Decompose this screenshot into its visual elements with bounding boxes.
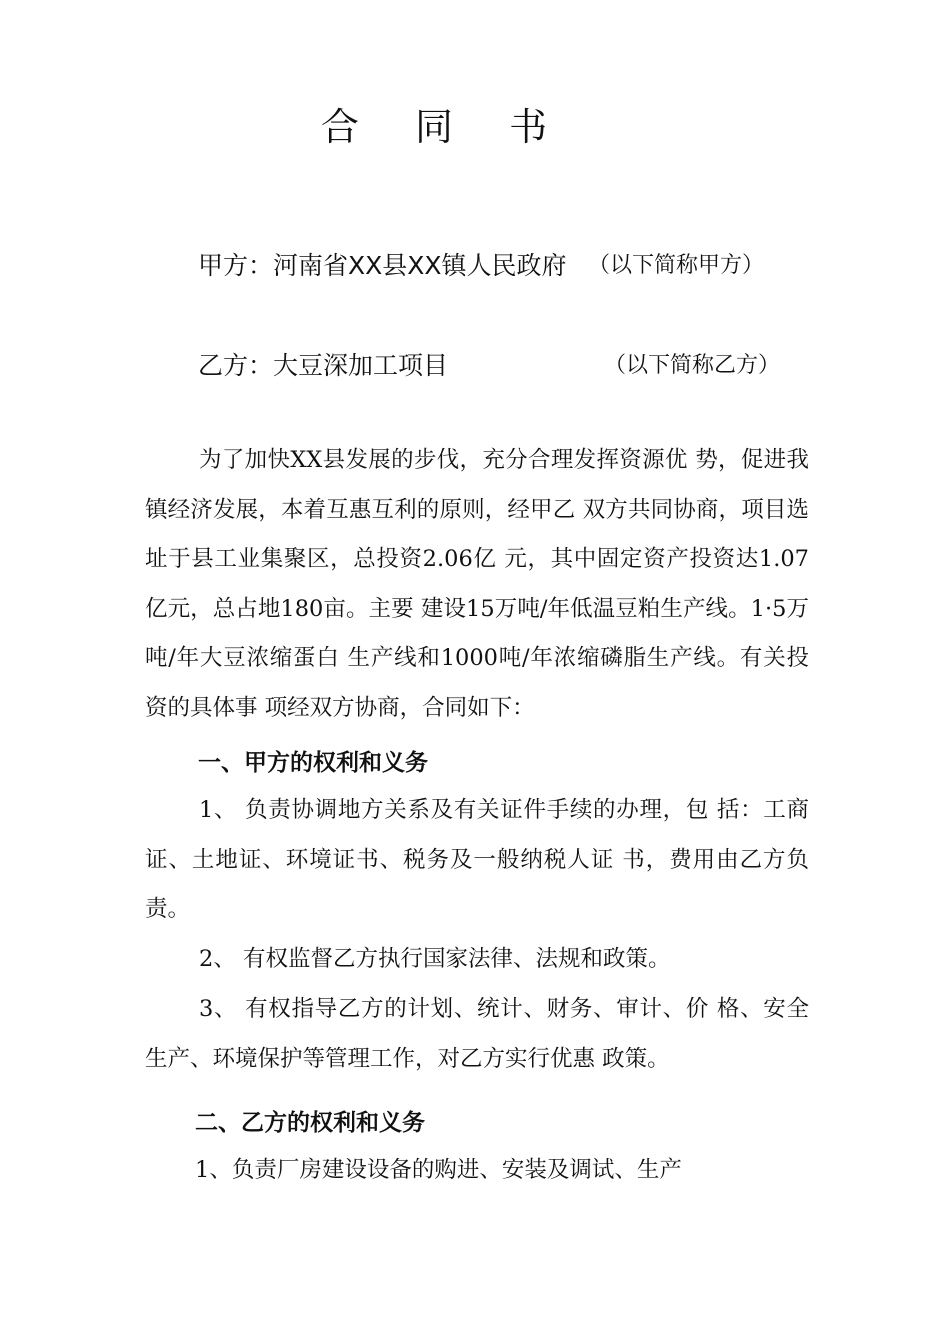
party-b-note: （以下简称乙方）: [604, 353, 781, 378]
section-2-item-1: 1、负责厂房建设设备的购进、安装及调试、生产: [195, 1157, 682, 1183]
party-b-label: 乙方：大豆深加工项目: [198, 351, 449, 380]
party-b-line: [198, 346, 818, 382]
party-a-line: [198, 246, 818, 282]
intro-paragraph: 为了加快XX县发展的步伐，充分合理发挥资源优 势，促进我镇经济发展，本着互惠互利的原则，经甲乙 双方共同协商，项目选址于县工业集聚区，总投资2.06亿 元，其中固定资产投资达1.07亿元，总占地180亩。主要 建设15万吨/年低温豆粕生产线。1·5万吨/年大豆浓缩蛋白 生产线和1000吨/年浓缩磷脂生产线。有关投资的具体事 项经双方协商，合同如下：: [145, 447, 809, 721]
section-1-item-2: 2、 有权监督乙方执行国家法律、法规和政策。: [199, 946, 671, 972]
party-a-label: 甲方：河南省XX县XX镇人民政府: [198, 251, 567, 280]
section-1-item-3: 3、 有权指导乙方的计划、统计、财务、审计、价 格、安全生产、环境保护等管理工作，对乙方实行优惠 政策。: [145, 996, 809, 1072]
party-a-note: （以下简称甲方）: [588, 253, 765, 278]
section-1-heading: 一、甲方的权利和义务: [198, 750, 428, 776]
document-title: 合 同 书: [320, 105, 570, 149]
section-2-heading: 二、乙方的权利和义务: [195, 1110, 425, 1136]
section-1-item-1: 1、 负责协调地方关系及有关证件手续的办理，包 括：工商证、土地证、环境证书、税务及一般纳税人证 书，费用由乙方负责。: [145, 797, 809, 922]
